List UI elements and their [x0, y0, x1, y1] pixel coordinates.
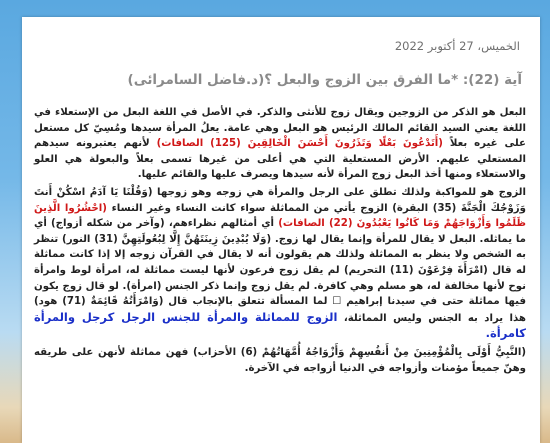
p1-text-2: لأنهم يعتبرونه سيدهم المستعلي عليهم. الأرض المستعلية التي هي أعلى من غيرها تسمى بعلاً والبعولة هي العلو والاستعلاء ومنها أخذ البعل زوج المرأة لأنه سيدها ويصرف عليها والقائم عليها.: [34, 138, 526, 181]
blog-post-card: [22, 17, 540, 443]
post-title[interactable]: آية (22): *ما الفرق بين الزوج والبعل ؟(د.فاضل السامرائى): [127, 72, 522, 88]
p3-text-1: (النَّبِيُّ أَوْلَى بِالْمُؤْمِنِينَ مِنْ أَنفُسِهِمْ وَأَزْوَاجُهُ أُمَّهَاتُهُمْ (6) الأحزاب) فهن مماثلة لأنهن على طريقه وهنّ جميعاً مؤمنات وأزواجه في الدنيا أزواجه في الآخرة.: [34, 346, 526, 374]
paragraph-1: [34, 105, 526, 183]
paragraph-2: [34, 185, 526, 343]
p1-text-1: البعل هو الذكر من الزوجين ويقال زوج للأنثى والذكر. في الأصل في اللغة البعل من الإستعلاء في اللغة يعني السيد القائم المالك الرئيس هو البعل وهي عامة. يعلُ المرأة سيدها ومُسِيّ كل مستعل على غيره بعلاً: [34, 107, 526, 150]
quran-quote-red-1: (أَتَدْعُونَ بَعْلًا وَتَذَرُونَ أَحْسَنَ الْخَالِقِينَ (125) الصافات): [156, 138, 443, 150]
p2-text-2: أي أمثالهم نظراءهم، (وآخر من شكله أزواج) أي ما يماثله. البعل لا يقال للمرأة وإنما يقال لها زوج. (وَلَا يُبْدِينَ زِينَتَهُنَّ إِلَّا لِبُعُولَتِهِنَّ (31) النور) تنظر به الشخص ولا ينظر به المماثلة ولذلك هم يقولون أنه لا يقال في القرآن زوجه إلا إذا كانت مماثلة له قال (امْرَأَةَ فِرْعَوْنَ (11) التحريم) لم يقل زوج فرعون لأنها ليست مماثلة له، امرأة لوط وامرأة نوح لأنها مخالفة له، هو مسلم وهي كافرة. لم يقل زوج وإنما ذكر الجنس (امرأة). لو قال زوج يكون فيها مماثلة حتى في سيدنا إبراهيم ☐ لما المسألة تتعلق بالإنجاب قال (وَامْرَأَتُهُ قَائِمَةٌ (71) هود) هذا يراد به الجنس وليس المماثلة،: [34, 218, 526, 324]
post-body: [34, 105, 526, 378]
paragraph-3: [34, 345, 526, 376]
post-date: الخميس، 27 أكتوبر 2022: [394, 39, 520, 53]
quran-quote-red-2: (احْشُرُوا الَّذِينَ ظَلَمُوا وَأَزْوَاجَهُمْ وَمَا كَانُوا يَعْبُدُونَ (22) الصافات): [34, 202, 526, 230]
p2-text-1: الزوج هو للمواكبة ولذلك تطلق على الرجل والمرأة هي زوجه وهو زوجها (وَقُلْنَا يَا آدَمُ اسْكُنْ أَنتَ وَزَوْجُكَ الْجَنَّةَ (35) البقرة) الزوج يأتي من المماثلة سواء كانت النساء وغير النساء: [34, 186, 526, 214]
highlight-blue: الزوج للمماثلة والمرأة للجنس الرجل كرجل والمرأة كامرأة.: [34, 309, 526, 341]
